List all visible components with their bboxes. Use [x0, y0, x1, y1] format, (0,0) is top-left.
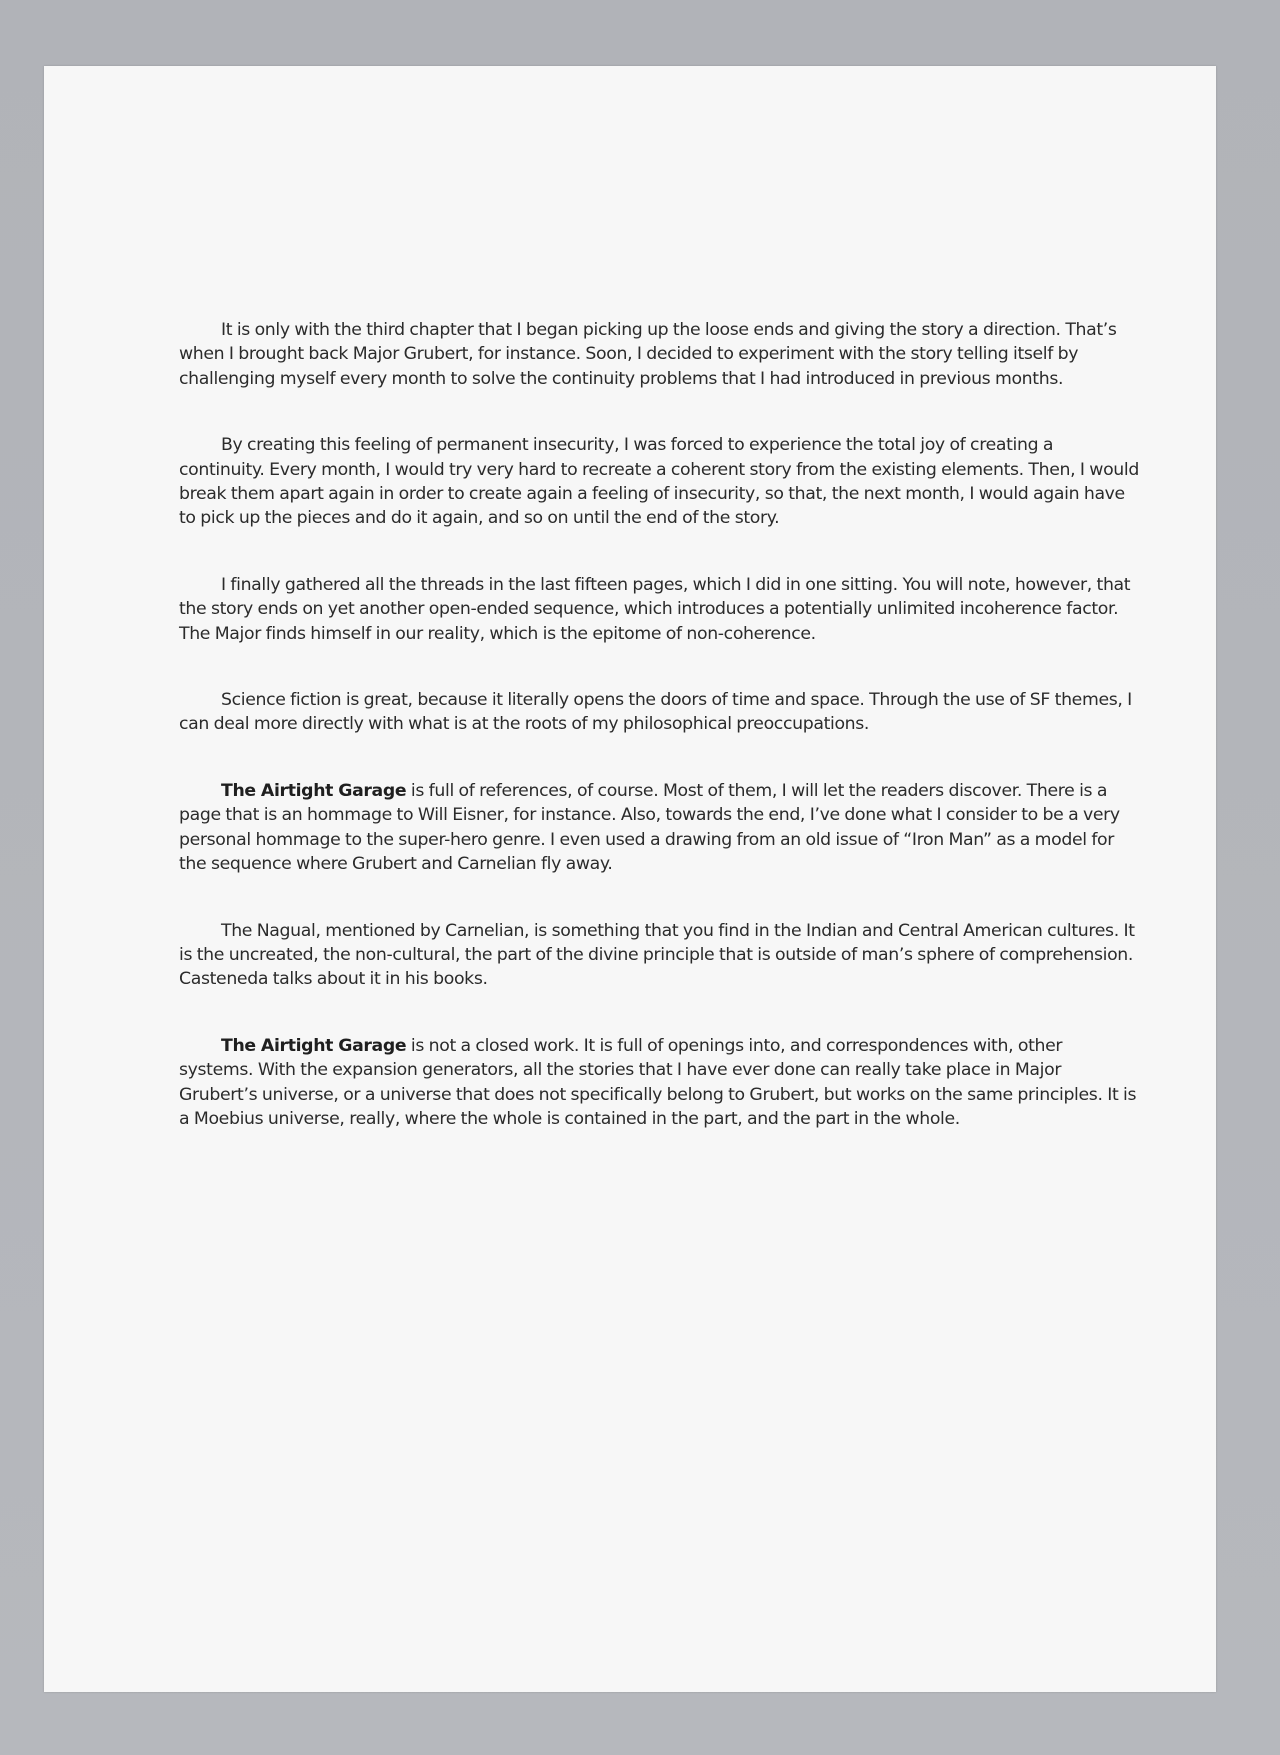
paragraph-text: It is only with the third chapter that I began picking up the loose ends and giving the story a direction. That’s when I brought back Major Grubert, for instance. Soon, I decided to experiment with the story telling itself by challenging myself every month to solve the continuity problems that I had introduced in previous months. — [179, 320, 1117, 389]
paragraph-text: I finally gathered all the threads in the last fifteen pages, which I did in one sitting. You will note, however, that the story ends on yet another open-ended sequence, which introduces a potentially unlimited incoherence factor. The Major finds himself in our reality, which is the epitome of non-coherence. — [179, 574, 1131, 644]
paragraph-1 — [179, 318, 1139, 391]
paragraph-4 — [179, 688, 1139, 737]
paragraph-text: is full of references, of course. Most of them, I will let the readers discover. There is a page that is an hommage to Will Eisner, for instance. Also, towards the end, I’ve done what I consider to be a very personal hommage to the super-hero genre. I even used a drawing from an old issue of “Iron Man” as a model for the sequence where Grubert and Carnelian fly away. — [179, 780, 1120, 875]
paragraph-text: is not a closed work. It is full of openings into, and correspondences with, other systems. With the expansion generators, all the stories that I have ever done can really take place in Major Grubert’s universe, or a universe that does not specifically belong to Grubert, but works on the same principles. It is a Moebius universe, really, where the whole is contained in the part, and the part in the whole. — [179, 1035, 1137, 1129]
paragraph-7 — [179, 1034, 1139, 1132]
book-title-reference: The Airtight Garage — [221, 780, 407, 801]
page-sheet — [44, 66, 1216, 1692]
paragraph-text: By creating this feeling of permanent insecurity, I was forced to experience the total joy of creating a continuity. Every month, I would try very hard to recreate a coherent story from the existing elements. Then, I would break them apart again in order to create again a feeling of insecurity, so that, the next month, I would again have to pick up the pieces and do it again, and so on until the end of the story. — [179, 435, 1139, 529]
paragraph-6 — [179, 919, 1139, 992]
paragraph-5 — [179, 779, 1139, 877]
paragraph-text: Science fiction is great, because it literally opens the doors of time and space. Through the use of SF themes, I can deal more directly with what is at the roots of my philosophical preoccupations. — [179, 690, 1132, 735]
paragraph-text: The Nagual, mentioned by Carnelian, is something that you find in the Indian and Central American cultures. It is the uncreated, the non-cultural, the part of the divine principle that is outside of man’s sphere of comprehension. Casteneda talks about it in his books. — [179, 920, 1135, 990]
paragraph-2 — [179, 433, 1139, 531]
book-title-reference: The Airtight Garage — [221, 1035, 407, 1056]
paragraph-3 — [179, 573, 1139, 646]
essay-text — [179, 318, 1139, 1173]
